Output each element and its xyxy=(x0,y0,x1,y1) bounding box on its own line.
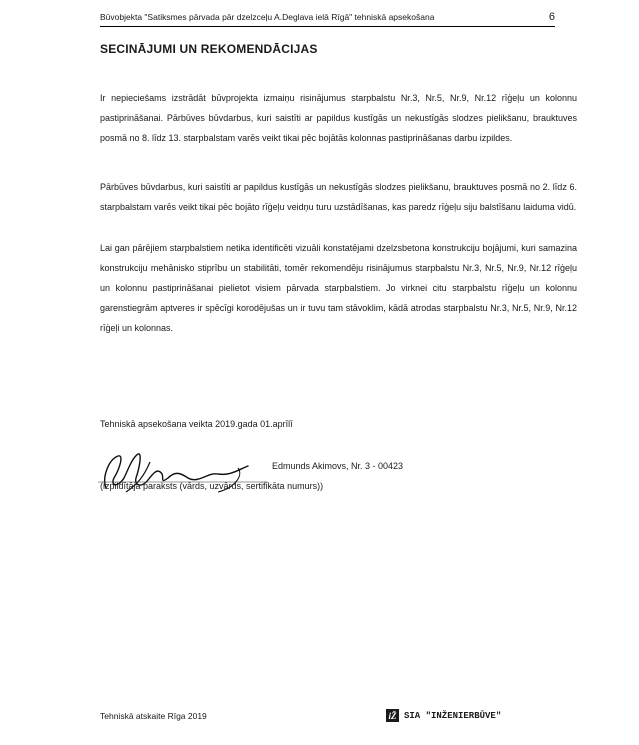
company-logo-icon: iŽ xyxy=(386,709,399,722)
section-title: SECINĀJUMI UN REKOMENDĀCIJAS xyxy=(100,42,318,56)
paragraph-1: Ir nepieciešams izstrādāt būvprojekta izmaiņu risinājumus starpbalstu Nr.3, Nr.5, Nr.9, Nr.12 rīģeļu un kolonnu pastiprināšanai. Pārbūves būvdarbus, kuri saistīti ar papildus kustīgās un nekustīgās slodzes pielikšanu, brauktuves posmā no 8. līdz 13. starpbalstam varēs veikt tikai pēc bojātās kolonnas pastiprināšanas darbu izpildes. xyxy=(100,93,577,143)
company-name: SIA "INŽENIERBŪVE" xyxy=(404,710,502,721)
header-title: Būvobjekta "Satiksmes pārvada pār dzelzceļu A.Deglava ielā Rīgā" tehniskā apsekošana xyxy=(100,12,435,22)
inspection-date: Tehniskā apsekošana veikta 2019.gada 01.aprīlī xyxy=(100,419,293,429)
footer-report-label: Tehniskā atskaite Rīga 2019 xyxy=(100,711,207,721)
signer-name: Edmunds Akimovs, Nr. 3 - 00423 xyxy=(272,461,404,471)
paragraph-3: Lai gan pārējiem starpbalstiem netika identificēti vizuāli konstatējami dzelzsbetona konstrukciju bojājumi, kuri samazina konstrukciju mehānisko stiprību un stabilitāti, tomēr rekomendēju risinājumus starpbalstu Nr.3, Nr.5, Nr.9, Nr.12 rīģeļu un kolonnu pastiprināšanai pielietot visiem pārvada starpbalstiem. Jo virknei citu starpbalstu rīģeļu un kolonnu garenstiegrām aptveres ir spēcīgi korodējušas un ir tuvu tam stāvoklim, kādā atrodas starpbalstu Nr.3, Nr.5, Nr.9, Nr.12 rīģeļi un kolonnas. xyxy=(100,243,577,333)
paragraph-2: Pārbūves būvdarbus, kuri saistīti ar papildus kustīgās un nekustīgās slodzes pielikšanu, brauktuves posmā no 2. līdz 6. starpbalstam varēs veikt tikai pēc bojāto rīģeļu veidņu turu uzstādīšanas, kas paredz rīģeļu siju balstīšanu laiduma vidū. xyxy=(100,182,577,212)
page-number: 6 xyxy=(548,11,555,23)
footer-company xyxy=(386,709,501,722)
page-header xyxy=(100,8,555,27)
signature-caption: (izpildītāja paraksts (vārds, uzvārds, sertifikāta numurs)) xyxy=(100,481,324,491)
